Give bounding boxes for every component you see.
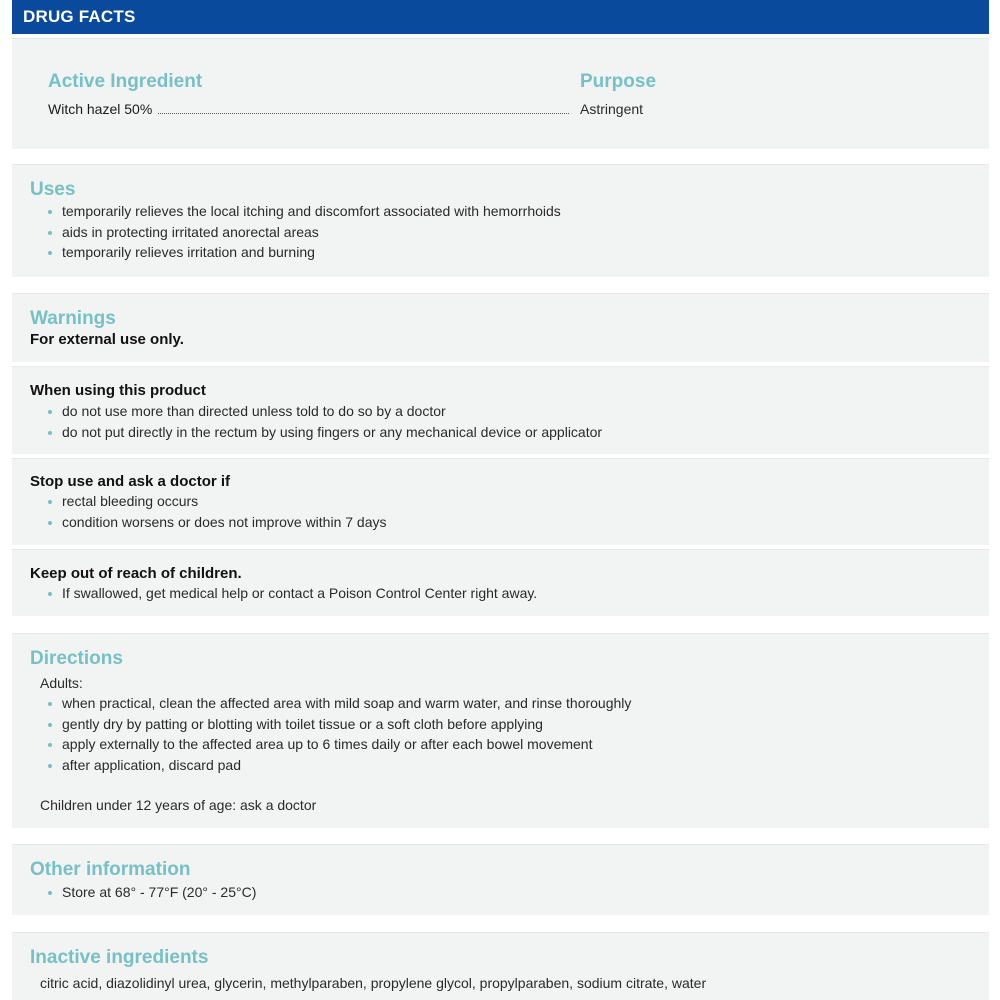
uses-list [46, 201, 561, 263]
list-item-text: condition worsens or does not improve within 7 days [62, 513, 387, 530]
bullet-icon [48, 743, 52, 747]
list-item-text: temporarily relieves the local itching and discomfort associated with hemorrhoids [62, 203, 561, 219]
list-item-text: apply externally to the affected area up to 6 times daily or after each bowel movement [62, 736, 593, 752]
list-item [46, 714, 722, 735]
list-item [46, 755, 722, 776]
when-using-list [46, 401, 602, 442]
bullet-icon [48, 891, 52, 895]
list-item [46, 401, 602, 422]
stop-use-heading: Stop use and ask a doctor if [30, 473, 231, 490]
bullet-icon [48, 231, 52, 235]
when-using-heading: When using this product [30, 382, 206, 399]
list-item [46, 583, 537, 604]
directions-panel [12, 633, 989, 828]
list-item [46, 242, 561, 263]
other-info-panel [12, 844, 989, 915]
list-item-text: Store at 68° - 77°F (20° - 25°C) [62, 884, 257, 900]
keep-out-heading: Keep out of reach of children. [30, 565, 242, 582]
list-item [46, 491, 387, 512]
list-item-text: do not put directly in the rectum by using fingers or any mechanical device or applicator [62, 423, 603, 440]
list-item-text: rectal bleeding occurs [62, 493, 199, 509]
list-item-text: after application, discard pad [62, 756, 241, 773]
list-item-text: do not use more than directed unless told to do so by a doctor [62, 403, 446, 419]
adults-label: Adults: [40, 675, 83, 691]
inactive-ingredients-panel [12, 932, 989, 1000]
inactive-ingredients-heading: Inactive ingredients [30, 947, 209, 968]
active-ingredient-heading: Active Ingredient [48, 71, 203, 92]
when-using-panel [12, 366, 989, 454]
directions-heading: Directions [30, 648, 123, 669]
external-use-note: For external use only. [30, 331, 184, 348]
directions-list [46, 693, 722, 775]
inactive-ingredients-text: citric acid, diazolidinyl urea, glycerin, methylparaben, propylene glycol, propylparaben, sodium citrate, water [40, 975, 707, 991]
list-item [46, 734, 722, 755]
keep-out-list [46, 583, 537, 604]
warnings-heading: Warnings [30, 308, 116, 329]
bullet-icon [48, 702, 52, 706]
list-item [46, 693, 722, 714]
uses-heading: Uses [30, 179, 76, 200]
bullet-icon [48, 410, 52, 414]
list-item [46, 512, 387, 533]
list-item-text: when practical, clean the affected area with mild soap and warm water, and rinse thoroughly [62, 695, 632, 711]
stop-use-list [46, 491, 387, 532]
children-note: Children under 12 years of age: ask a doctor [40, 797, 317, 813]
leader-dots [158, 113, 569, 114]
bullet-icon [48, 764, 52, 768]
bullet-icon [48, 723, 52, 727]
bullet-icon [48, 210, 52, 214]
list-item-text: temporarily relieves irritation and burning [62, 244, 315, 260]
list-item-text: If swallowed, get medical help or contact a Poison Control Center right away. [62, 585, 538, 601]
bullet-icon [48, 431, 52, 435]
other-info-heading: Other information [30, 859, 191, 880]
list-item [46, 222, 561, 243]
stop-use-panel [12, 458, 989, 545]
bullet-icon [48, 521, 52, 525]
banner-title: DRUG FACTS [23, 7, 136, 26]
list-item [46, 882, 256, 903]
purpose-value: Astringent [580, 101, 644, 117]
active-ingredient-panel [12, 38, 989, 149]
uses-panel [12, 164, 989, 277]
keep-out-panel [12, 549, 989, 616]
ingredient-name: Witch hazel 50% [48, 101, 153, 117]
purpose-heading: Purpose [580, 71, 657, 92]
bullet-icon [48, 251, 52, 255]
bullet-icon [48, 592, 52, 596]
list-item-text: gently dry by patting or blotting with toilet tissue or a soft cloth before applying [62, 715, 543, 732]
list-item [46, 422, 602, 443]
list-item [46, 201, 561, 222]
list-item-text: aids in protecting irritated anorectal areas [62, 223, 319, 240]
ingredient-line [48, 101, 573, 118]
other-info-list [46, 882, 256, 903]
drug-facts-banner [12, 0, 989, 34]
warnings-panel [12, 293, 989, 362]
bullet-icon [48, 500, 52, 504]
